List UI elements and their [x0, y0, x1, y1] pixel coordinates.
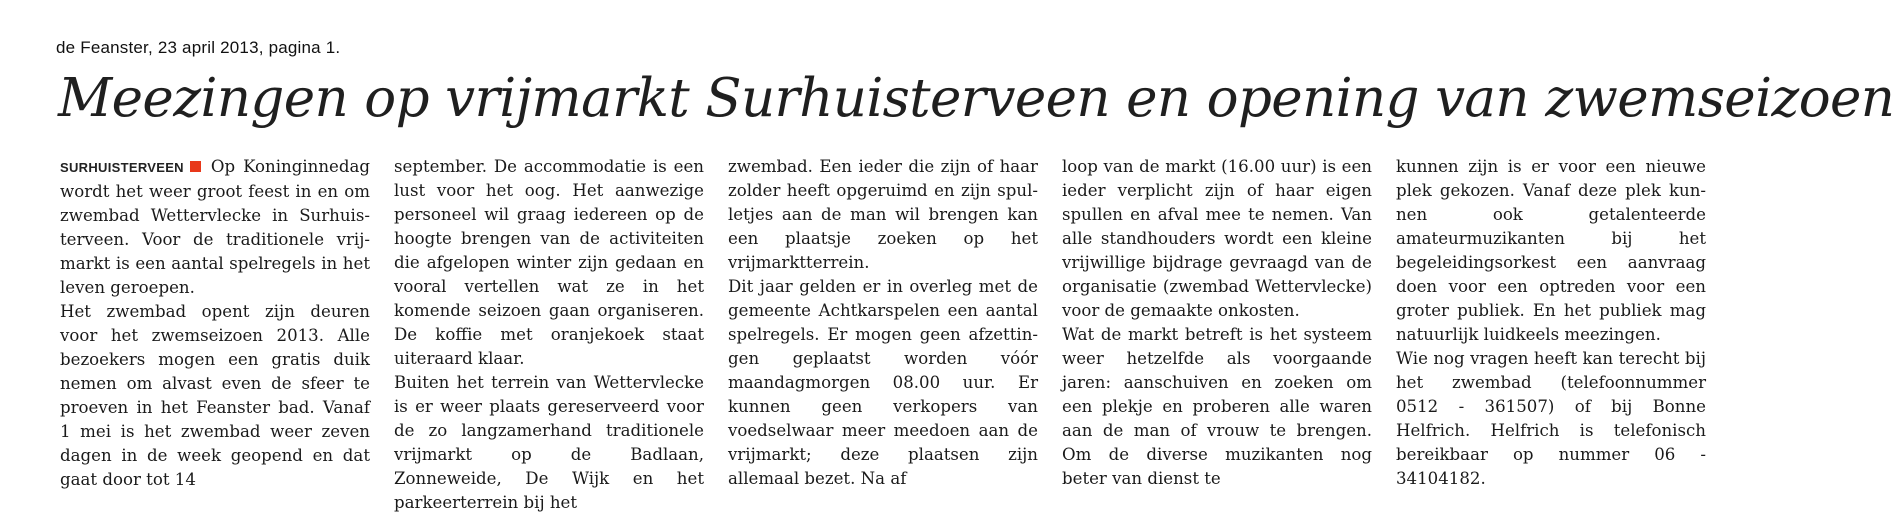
paragraph: september. De accommodatie is een lust voor het oog. Het aanwezige personeel wil graag iedereen op de hoogte brengen van de activiteiten die afgelopen winter zijn gedaan en vooral vertellen wat ze in het komende seizoen gaan organiseren. De koffie met oranjekoek staat uiteraard klaar.: [394, 157, 704, 368]
article-column-2: [394, 155, 704, 512]
dateline: SURHUISTERVEEN: [60, 160, 184, 175]
article-column-1: [60, 155, 370, 489]
paragraph: Wat de markt betreft is het systeem weer hetzelfde als voorgaande jaren: aanschuiven en zoeken om een plekje en proberen alle waren aan de man of vrouw te brengen. Om de diverse muzikanten nog beter van dienst te: [1062, 325, 1372, 488]
paragraph: Buiten het terrein van Wettervlecke is er weer plaats gereserveerd voor de zo langzamerhand traditionele vrijmarkt op de Badlaan, Zonneweide, De Wijk en het parkeerterrein bij het: [394, 373, 704, 512]
article-column-4: [1062, 155, 1372, 488]
red-square-marker: [190, 161, 201, 172]
paragraph: loop van de markt (16.00 uur) is een ieder verplicht zijn of haar eigen spullen en afval mee te nemen. Van alle standhouders wordt een kleine vrijwillige bijdrage gevraagd van de organisatie (zwembad Wettervlecke) voor de gemaakte onkosten.: [1062, 157, 1372, 320]
paragraph: kunnen zijn is er voor een nieuwe plek gekozen. Vanaf deze plek kunnen ook getalenteerde amateurmuzikanten bij het begeleidingsorkest een aanvraag doen voor een optreden voor een groter publiek. En het publiek mag natuurlijk luidkeels meezingen.: [1396, 157, 1706, 344]
paragraph: Het zwembad opent zijn deuren voor het zwemseizoen 2013. Alle bezoekers mogen een gratis duik nemen om alvast even de sfeer te proeven in het Feanster bad. Vanaf 1 mei is het zwembad weer zeven dagen in de week geopend en dat gaat door tot 14: [60, 302, 370, 489]
article-column-5: [1396, 155, 1706, 488]
headline: Meezingen op vrijmarkt Surhuisterveen en opening van zwemseizoen: [58, 68, 1894, 129]
article-body: [60, 155, 1710, 512]
paragraph: zwembad. Een ieder die zijn of haar zolder heeft opgeruimd en zijn spulletjes aan de man wil brengen kan een plaatsje zoeken op het vrijmarktterrein.: [728, 157, 1038, 272]
paragraph: Dit jaar gelden er in overleg met de gemeente Achtkarspelen een aantal spelregels. Er mogen geen afzettingen geplaatst worden vóór maandagmorgen 08.00 uur. Er kunnen geen verkopers van voedselwaar meer meedoen aan de vrijmarkt; deze plaatsen zijn allemaal bezet. Na af: [728, 277, 1038, 488]
paragraph: Wie nog vragen heeft kan terecht bij het zwembad (telefoonnummer 0512 - 361507) of bij Bonne Helfrich. Helfrich is telefonisch bereikbaar op nummer 06 - 34104182.: [1396, 349, 1706, 488]
article-column-3: [728, 155, 1038, 488]
source-line: de Feanster, 23 april 2013, pagina 1.: [56, 38, 341, 57]
paragraph: SURHUISTERVEEN Op Koninginnedag wordt het weer groot feest in en om zwembad Wettervlecke in Surhuisterveen. Voor de traditionele vrijmarkt is een aantal spelregels in het leven geroepen.: [60, 157, 370, 297]
